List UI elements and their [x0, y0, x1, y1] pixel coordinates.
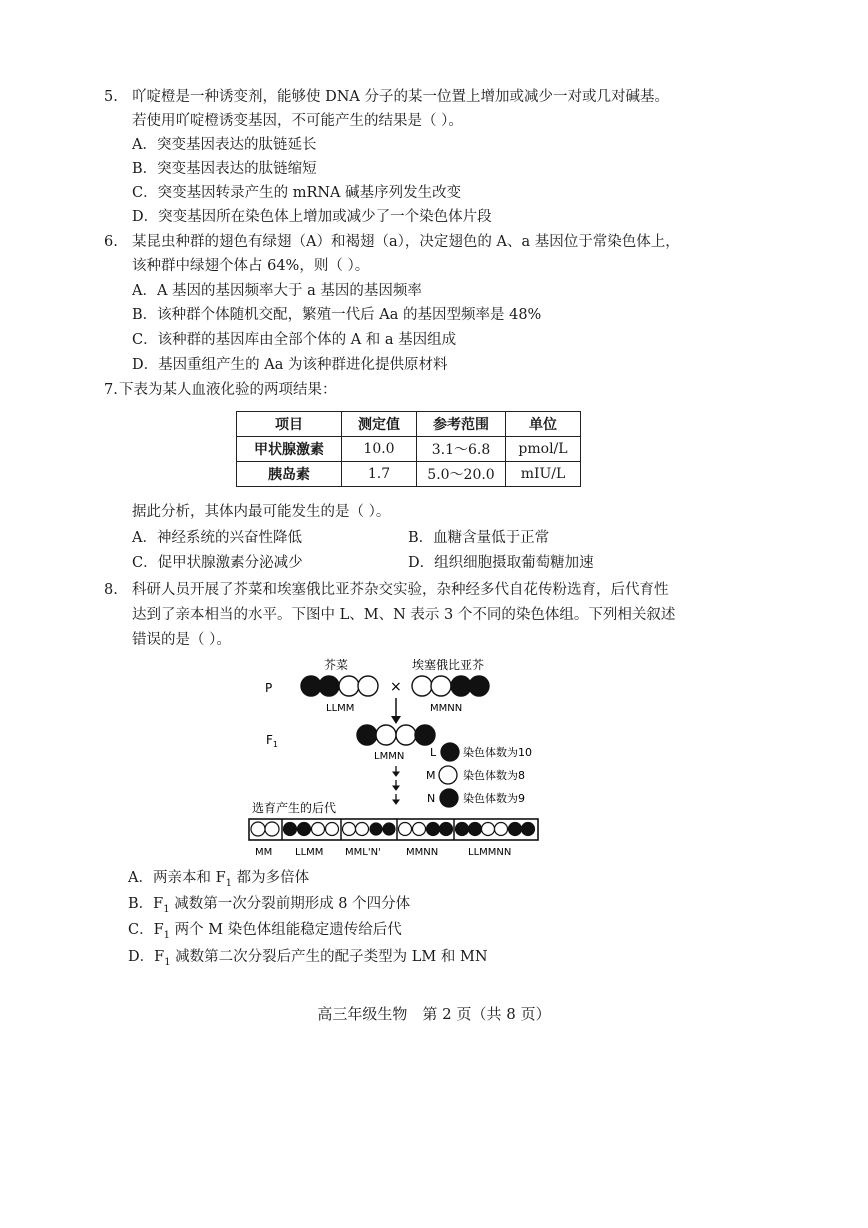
legend-letter-n: N	[427, 792, 436, 805]
q5-option-b: B．突变基因表达的肽链缩短	[132, 161, 317, 177]
p-generation-label: P	[265, 681, 273, 695]
offspring-label-mmnn: MMNN	[406, 847, 439, 858]
offspring-label-mmln: MML'N'	[345, 847, 381, 858]
parent1-genome-label: LLMM	[326, 703, 355, 714]
legend-text-n: 染色体数为9	[463, 792, 525, 805]
q5-number: 5.	[104, 89, 118, 105]
q6-stem-line2: 该种群中绿翅个体占 64%，则（ ）。	[132, 258, 370, 274]
hybridization-diagram	[240, 652, 550, 862]
table-cell: 甲状腺激素	[237, 437, 342, 462]
q7-question: 据此分析，其体内最可能发生的是（ ）。	[132, 504, 391, 520]
q8-option-a: A．两亲本和 $F_1$ 都为多倍体	[128, 870, 310, 889]
f1-label: $F_1$	[266, 733, 278, 749]
q5-stem-line1: 吖啶橙是一种诱变剂，能够使 DNA 分子的某一位置上增加或减少一对或几对碱基。	[132, 89, 669, 105]
q5-option-a: A．突变基因表达的肽链延长	[132, 137, 317, 153]
genome-legend	[426, 743, 532, 807]
table-cell: mIU/L	[506, 462, 581, 487]
page-footer: 高三年级生物 第 2 页（共 8 页）	[317, 1005, 551, 1023]
parent2-genomes	[412, 676, 489, 696]
blood-test-table	[236, 411, 581, 487]
table-cell: 10.0	[342, 437, 417, 462]
offspring-box	[249, 819, 538, 840]
table-header-cell: 单位	[506, 412, 581, 437]
q7-option-d: D．组织细胞摄取葡萄糖加速	[408, 555, 594, 571]
parent1-label: 芥菜	[324, 658, 349, 672]
table-header-row	[237, 412, 581, 437]
q8-option-b: B．$F_1$ 减数第一次分裂前期形成 8 个四分体	[128, 896, 411, 915]
q8-option-d: D．$F_1$ 减数第二次分裂后产生的配子类型为 LM 和 MN	[128, 949, 488, 968]
offspring-label-mm: MM	[255, 847, 273, 858]
table-cell: 5.0～20.0	[417, 462, 506, 487]
q6-option-d: D．基因重组产生的 Aa 为该种群进化提供原材料	[132, 357, 448, 373]
q7-number: 7.	[104, 382, 118, 398]
q8-number: 8.	[104, 582, 118, 598]
q8-stem-line3: 错误的是（ ）。	[132, 632, 231, 648]
q5-option-d: D．突变基因所在染色体上增加或减少了一个染色体片段	[132, 209, 492, 225]
legend-text-m: 染色体数为8	[463, 769, 525, 782]
parent2-label: 埃塞俄比亚芥	[412, 658, 485, 672]
table-cell: pmol/L	[506, 437, 581, 462]
table-header-cell: 测定值	[342, 412, 417, 437]
table-cell: 胰岛素	[237, 462, 342, 487]
f1-genome-label: LMMN	[374, 751, 405, 762]
q6-stem-line1: 某昆虫种群的翅色有绿翅（A）和褐翅（a），决定翅色的 A、a 基因位于常染色体上，	[132, 234, 680, 250]
q7-option-c: C．促甲状腺激素分泌减少	[132, 555, 303, 571]
parent1-genomes	[301, 676, 378, 696]
q7-stem: 下表为某人血液化验的两项结果：	[119, 382, 337, 398]
table-row	[237, 437, 581, 462]
q7-option-a: A．神经系统的兴奋性降低	[132, 530, 302, 546]
table-cell: 1.7	[342, 462, 417, 487]
q5-stem-line2: 若使用吖啶橙诱变基因，不可能产生的结果是（ ）。	[132, 113, 463, 129]
q6-number: 6.	[104, 234, 118, 250]
offspring-label-llmmnn: LLMMNN	[468, 847, 512, 858]
table-header-cell: 项目	[237, 412, 342, 437]
q5-option-c: C．突变基因转录产生的 mRNA 碱基序列发生改变	[132, 185, 462, 201]
offspring-title: 选育产生的后代	[252, 801, 337, 815]
table-cell: 3.1～6.8	[417, 437, 506, 462]
q6-option-b: B．该种群个体随机交配，繁殖一代后 Aa 的基因型频率是 48%	[132, 307, 542, 323]
table-header-cell: 参考范围	[417, 412, 506, 437]
q6-option-c: C．该种群的基因库由全部个体的 A 和 a 基因组成	[132, 332, 457, 348]
f1-genomes	[357, 725, 435, 745]
q7-option-b: B．血糖含量低于正常	[408, 530, 550, 546]
multi-generation-arrows	[393, 766, 399, 804]
offspring-label-llmm: LLMM	[295, 847, 324, 858]
legend-letter-m: M	[426, 769, 436, 782]
parent2-genome-label: MMNN	[430, 703, 463, 714]
legend-text-l: 染色体数为10	[463, 746, 532, 759]
cross-symbol: ×	[390, 679, 402, 695]
q6-option-a: A．A 基因的基因频率大于 a 基因的基因频率	[132, 283, 422, 299]
q8-stem-line1: 科研人员开展了芥菜和埃塞俄比亚芥杂交实验，杂种经多代自花传粉选育，后代育性	[132, 582, 669, 598]
q8-option-c: C．$F_1$ 两个 M 染色体组能稳定遗传给后代	[128, 922, 402, 941]
table-row	[237, 462, 581, 487]
q8-stem-line2: 达到了亲本相当的水平。下图中 L、M、N 表示 3 个不同的染色体组。下列相关叙述	[132, 607, 676, 623]
legend-letter-l: L	[430, 746, 437, 759]
